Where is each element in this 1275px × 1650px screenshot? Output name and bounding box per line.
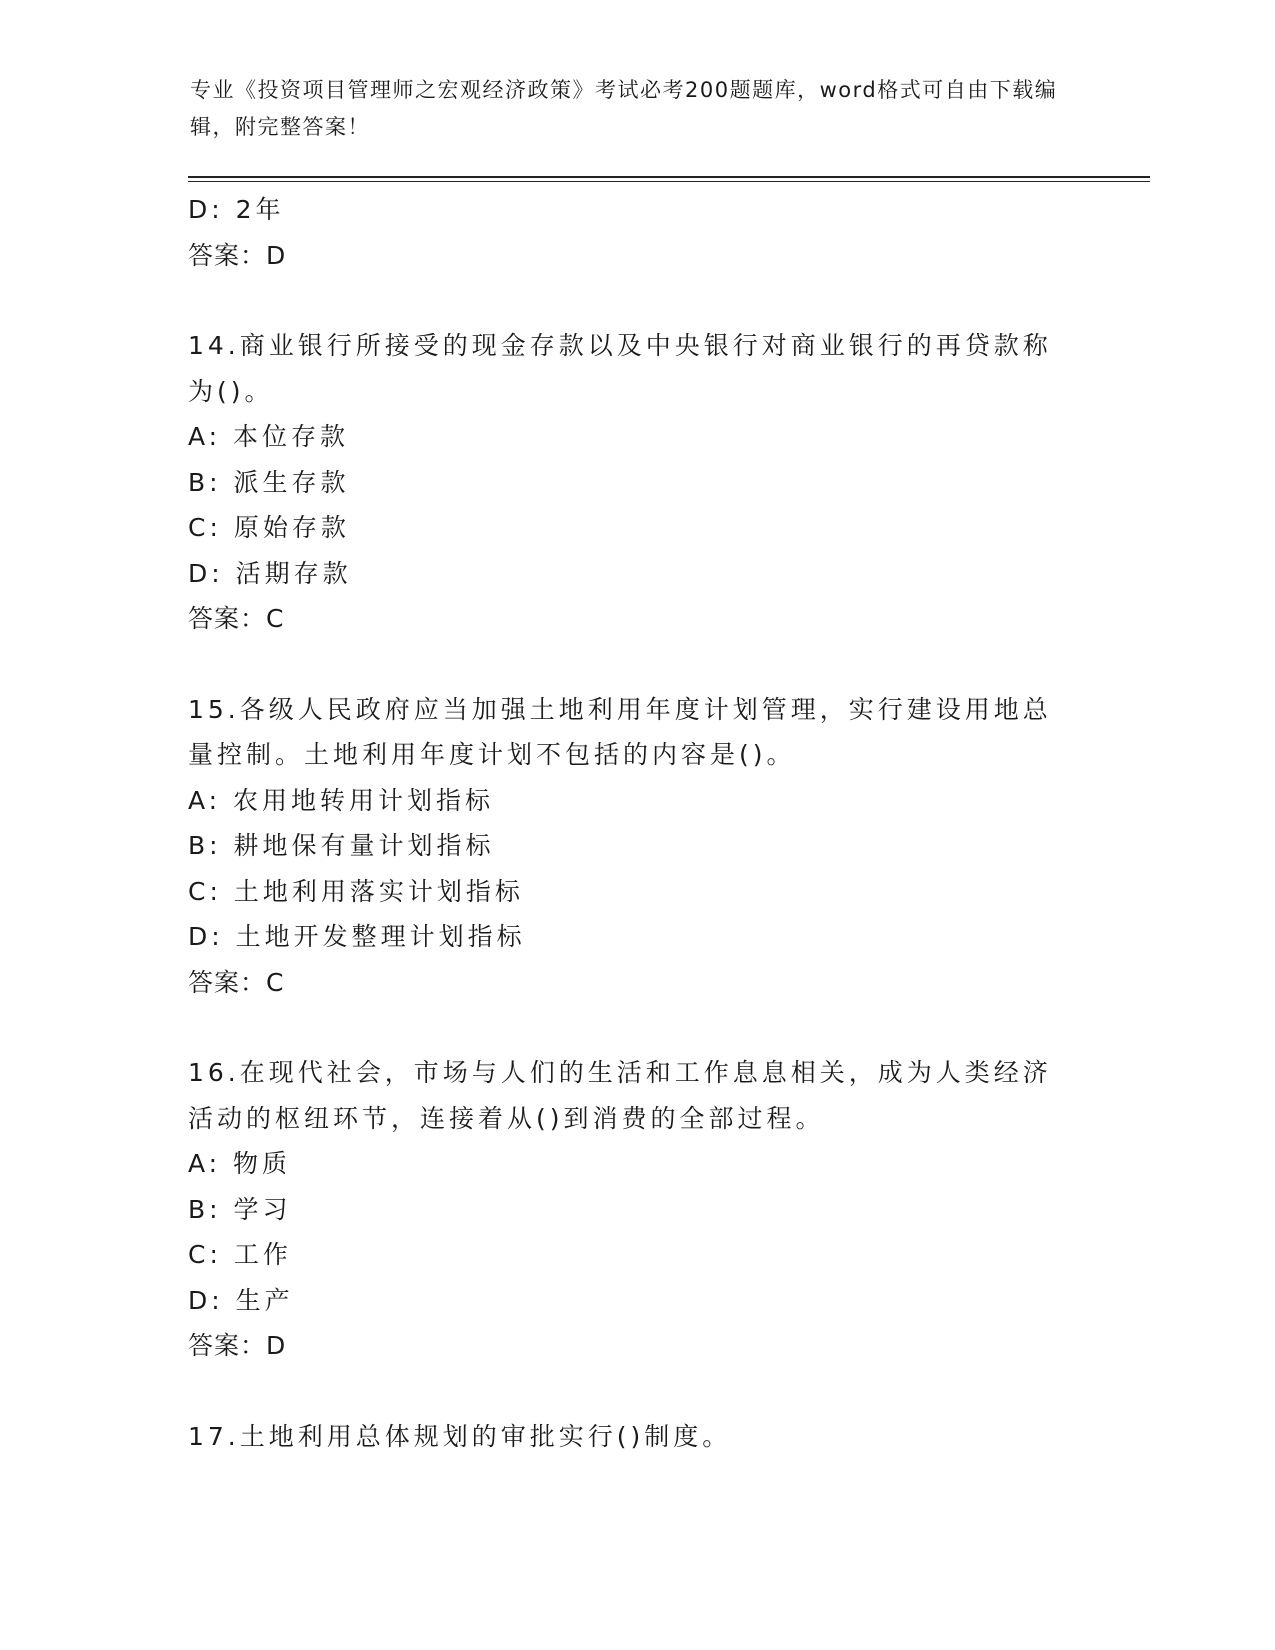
- question-text: 15.各级人民政府应当加强土地利用年度计划管理，实行建设用地总量控制。土地利用年度计划不包括的内容是()。: [188, 694, 1052, 769]
- option-c: C: 原始存款: [188, 513, 350, 542]
- option-a: A: 农用地转用计划指标: [188, 785, 495, 815]
- option-b: B: 派生存款: [188, 467, 350, 497]
- option-c: C: 土地利用落实计划指标: [188, 876, 524, 906]
- question-content: [188, 187, 1088, 1459]
- option-a: A: 本位存款: [188, 422, 350, 451]
- question-text: 17.土地利用总体规划的审批实行()制度。: [188, 1421, 732, 1451]
- page-header: 专业《投资项目管理师之宏观经济政策》考试必考200题题库，word格式可自由下载编辑，附完整答案！: [190, 78, 1058, 139]
- option-b: B: 耕地保有量计划指标: [188, 831, 495, 860]
- question-text: 16.在现代社会，市场与人们的生活和工作息息相关，成为人类经济活动的枢纽环节，连接着从()到消费的全部过程。: [188, 1058, 1052, 1133]
- option-d: D: 土地开发整理计划指标: [188, 922, 526, 951]
- option-a: A: 物质: [188, 1149, 292, 1178]
- header-rule-thick: [188, 176, 1150, 178]
- question-16: [188, 1050, 1088, 1369]
- question-17: [188, 1414, 1088, 1460]
- header-rule-thin: [188, 181, 1150, 182]
- option-b: B: 学习: [188, 1194, 292, 1224]
- option-d: D: 生产: [188, 1285, 294, 1315]
- carryover-answer: 答案：D: [188, 240, 287, 270]
- question-14: [188, 323, 1088, 642]
- answer: 答案：C: [188, 604, 285, 633]
- answer: 答案：D: [188, 1331, 287, 1360]
- question-15: [188, 687, 1088, 1006]
- carryover-option-d: D: 2年: [188, 195, 285, 224]
- option-c: C: 工作: [188, 1240, 292, 1269]
- question-text: 14.商业银行所接受的现金存款以及中央银行对商业银行的再贷款称为()。: [188, 331, 1052, 406]
- option-d: D: 活期存款: [188, 558, 352, 588]
- answer: 答案：C: [188, 967, 285, 997]
